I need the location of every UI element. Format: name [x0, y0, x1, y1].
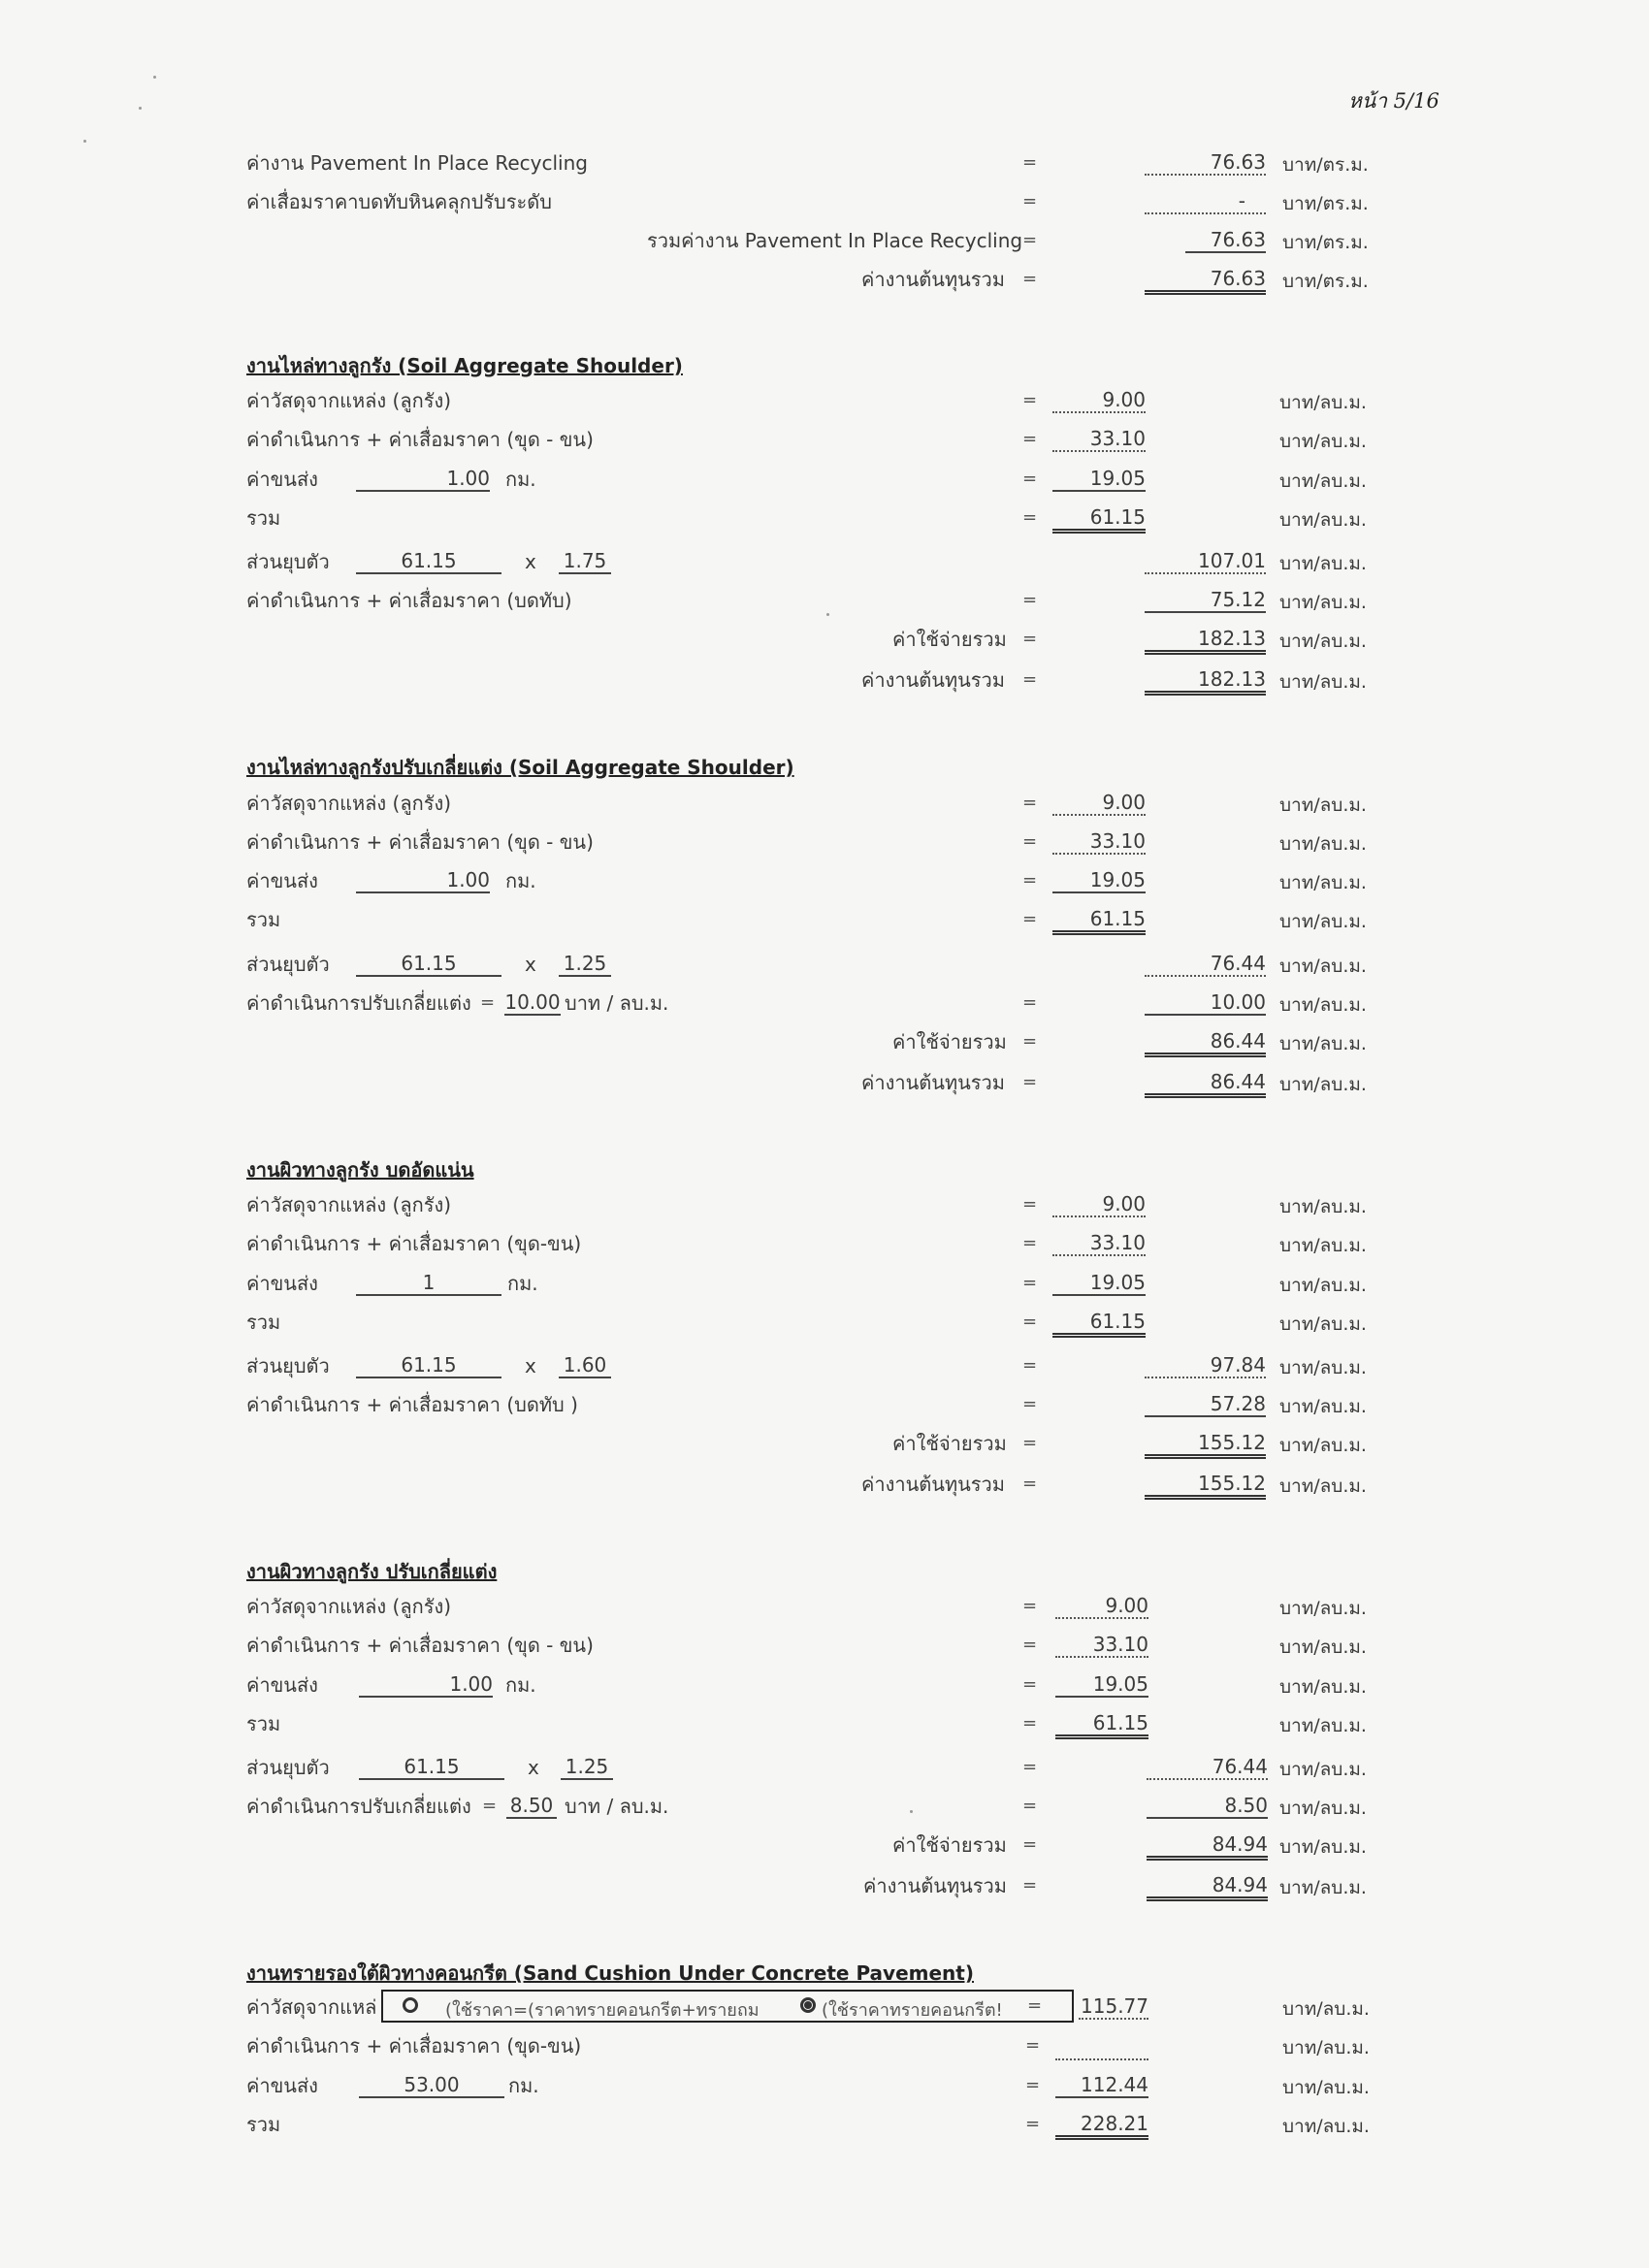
equals-sign: =	[1022, 870, 1038, 891]
scan-speck	[910, 1810, 913, 1813]
row-value: 86.44	[1145, 1029, 1266, 1057]
row-unit: บาท/ลบ.ม.	[1279, 1275, 1367, 1296]
equals-sign: =	[1022, 1834, 1038, 1855]
equals-sign: =	[1025, 2075, 1041, 2095]
shrink-factor: 1.25	[559, 952, 611, 977]
radio-option-mixed-sand[interactable]	[403, 1997, 418, 2013]
row-label: ค่าดำเนินการ + ค่าเสื่อมราคา (บดทับ)	[246, 589, 572, 612]
equals-sign: =	[1022, 1433, 1038, 1453]
shrink-factor: 1.75	[559, 549, 611, 574]
row-label: ค่าดำเนินการปรับเกลี่ยแต่ง	[246, 1795, 471, 1818]
row-value: 61.15	[1052, 1310, 1146, 1338]
row-label: ค่าขนส่ง	[246, 1673, 318, 1697]
equals-sign: =	[1022, 1031, 1038, 1052]
row-value: 97.84	[1145, 1353, 1266, 1378]
equals-sign: =	[1022, 1355, 1038, 1376]
row-label: ค่างานต้นทุนรวม	[861, 668, 1005, 692]
row-unit: บาท/ลบ.ม.	[1279, 1676, 1367, 1698]
row-unit: บาท/ลบ.ม.	[1279, 1715, 1367, 1736]
row-label: ค่าขนส่ง	[246, 1272, 318, 1295]
row-label: ค่าวัสดุจากแหล่ง (ลูกรัง)	[246, 792, 452, 815]
row-unit: บาท/ลบ.ม.	[1279, 794, 1367, 816]
section-title: งานผิวทางลูกรัง ปรับเกลี่ยแต่ง	[246, 1560, 498, 1583]
equals-sign: =	[1022, 1394, 1038, 1414]
row-label: รวม	[246, 1311, 281, 1334]
row-label: ค่าดำเนินการ + ค่าเสื่อมราคา (ขุด - ขน)	[246, 1634, 594, 1657]
row-label: รวม	[246, 908, 281, 931]
multiply-sign: x	[528, 1756, 539, 1779]
row-unit: บาท/ลบ.ม.	[1279, 553, 1367, 574]
row-value: 61.15	[1052, 505, 1146, 534]
equals-sign: =	[1022, 1875, 1038, 1895]
equals-sign: =	[1022, 669, 1038, 690]
row-unit: บาท/ลบ.ม.	[1279, 1636, 1367, 1658]
transport-distance: 1.00	[359, 1672, 493, 1698]
row-unit: บาท/ลบ.ม.	[1279, 1598, 1367, 1619]
equals-sign: =	[1022, 992, 1038, 1013]
row-label: รวม	[246, 506, 281, 530]
row-value: 19.05	[1052, 1271, 1146, 1296]
grading-rate: 10.00	[504, 990, 561, 1014]
page-number: หน้า 5/16	[1348, 89, 1439, 113]
row-unit: บาท/ลบ.ม.	[1279, 1475, 1367, 1497]
equals-sign: =	[1022, 1757, 1038, 1777]
equals-sign: =	[1022, 152, 1038, 173]
row-label: ค่าวัสดุจากแหล่	[246, 1995, 377, 2019]
equals-sign: =	[1022, 1713, 1038, 1733]
row-value: 107.01	[1145, 549, 1266, 574]
row-value: 33.10	[1052, 427, 1146, 452]
row-value: 228.21	[1055, 2112, 1148, 2140]
row-label: ค่าขนส่ง	[246, 2074, 318, 2097]
equals-sign: =	[1022, 1233, 1038, 1253]
row-value: 76.44	[1147, 1755, 1268, 1780]
row-value: 33.10	[1052, 1231, 1146, 1256]
price-option-group[interactable]	[381, 1990, 1074, 2023]
row-value: 8.50	[1147, 1794, 1268, 1819]
equals-sign: =	[1022, 469, 1038, 489]
row-unit: บาท/ลบ.ม.	[1279, 631, 1367, 652]
row-unit: บาท/ลบ.ม.	[1282, 2037, 1370, 2058]
equals-sign: =	[1022, 507, 1038, 528]
equals-sign: =	[1022, 831, 1038, 852]
scan-speck	[153, 76, 156, 79]
row-unit: บาท/ตร.ม.	[1282, 271, 1369, 292]
scan-speck	[826, 613, 829, 616]
row-unit: บาท/ลบ.ม.	[1279, 392, 1367, 413]
row-label: รวมค่างาน Pavement In Place Recycling	[647, 229, 1023, 252]
row-label: รวม	[246, 2113, 281, 2136]
row-label: ค่าดำเนินการ + ค่าเสื่อมราคา (ขุด-ขน)	[246, 2034, 582, 2057]
row-value: 115.77	[1079, 1994, 1148, 2020]
row-label: ค่างานต้นทุนรวม	[861, 1071, 1005, 1094]
row-unit: บาท/ตร.ม.	[1282, 154, 1369, 176]
row-label: ค่าขนส่ง	[246, 869, 318, 892]
row-unit: บาท/ลบ.ม.	[1279, 1396, 1367, 1417]
equals-sign: =	[482, 1796, 498, 1816]
row-label: ค่าวัสดุจากแหล่ง (ลูกรัง)	[246, 389, 452, 412]
row-value: 76.63	[1145, 267, 1266, 295]
row-unit: บาท/ลบ.ม.	[1279, 431, 1367, 452]
row-value: 84.94	[1147, 1873, 1268, 1901]
row-value: 112.44	[1055, 2073, 1148, 2098]
row-value: 9.00	[1052, 1192, 1146, 1217]
row-value: 76.44	[1145, 952, 1266, 977]
shrink-base: 61.15	[356, 549, 501, 574]
row-unit: บาท/ลบ.ม.	[1279, 1435, 1367, 1456]
row-label: ค่างานต้นทุนรวม	[861, 268, 1005, 291]
row-unit: บาท/ลบ.ม.	[1279, 1877, 1367, 1898]
distance-unit: กม.	[507, 1272, 538, 1295]
row-label: ค่างาน Pavement In Place Recycling	[246, 151, 588, 175]
multiply-sign: x	[525, 550, 536, 573]
row-value	[1055, 2033, 1148, 2060]
row-unit: บาท/ลบ.ม.	[1279, 911, 1367, 932]
row-unit: บาท/ลบ.ม.	[1282, 2116, 1370, 2137]
row-unit: บาท/ลบ.ม.	[1279, 833, 1367, 855]
row-value: 9.00	[1052, 388, 1146, 413]
equals-sign: =	[1022, 390, 1038, 410]
scan-speck	[83, 140, 86, 143]
equals-sign: =	[1022, 793, 1038, 813]
equals-sign: =	[480, 992, 496, 1013]
equals-sign: =	[1022, 230, 1038, 250]
row-unit: บาท/ตร.ม.	[1282, 232, 1369, 253]
row-unit: บาท/ลบ.ม.	[1279, 1759, 1367, 1780]
row-label: ค่าดำเนินการ + ค่าเสื่อมราคา (ขุด - ขน)	[246, 830, 594, 854]
row-value: -	[1145, 189, 1266, 214]
distance-unit: กม.	[505, 468, 536, 491]
row-unit: บาท/ลบ.ม.	[1279, 592, 1367, 613]
equals-sign: =	[1022, 269, 1038, 289]
equals-sign: =	[1022, 590, 1038, 610]
row-label: ค่าใช้จ่ายรวม	[892, 1432, 1007, 1455]
row-label: ค่าดำเนินการ + ค่าเสื่อมราคา (บดทับ )	[246, 1393, 578, 1416]
equals-sign: =	[1022, 909, 1038, 929]
shrink-base: 61.15	[356, 1353, 501, 1378]
row-label: ส่วนยุบตัว	[246, 1354, 330, 1377]
row-unit: บาท/ลบ.ม.	[1279, 994, 1367, 1016]
radio-option-concrete-sand-label: (ใช้ราคาทรายคอนกรีต!	[822, 2000, 1003, 2021]
row-label: ค่าขนส่ง	[246, 468, 318, 491]
row-value: 19.05	[1052, 467, 1146, 492]
equals-sign: =	[1022, 629, 1038, 649]
row-unit: บาท/ลบ.ม.	[1279, 1357, 1367, 1378]
radio-option-concrete-sand[interactable]	[800, 1997, 816, 2013]
row-unit: บาท/ลบ.ม.	[1279, 956, 1367, 977]
row-unit: บาท/ลบ.ม.	[1279, 1798, 1367, 1819]
row-label: ค่างานต้นทุนรวม	[861, 1473, 1005, 1496]
row-value: 182.13	[1145, 627, 1266, 655]
row-unit: บาท/ลบ.ม.	[1279, 509, 1367, 531]
section-title: งานผิวทางลูกรัง บดอัดแน่น	[246, 1158, 474, 1182]
equals-sign: =	[1022, 429, 1038, 449]
row-label: ค่าเสื่อมราคาบดทับหินคลุกปรับระดับ	[246, 190, 552, 213]
row-value: 155.12	[1145, 1431, 1266, 1459]
equals-sign: =	[1025, 2035, 1041, 2056]
section-title: งานไหล่ทางลูกรังปรับเกลี่ยแต่ง (Soil Aggregate Shoulder)	[246, 756, 794, 779]
row-value: 19.05	[1055, 1672, 1148, 1698]
equals-sign: =	[1022, 1194, 1038, 1215]
section-title: งานไหล่ทางลูกรัง (Soil Aggregate Shoulder)	[246, 354, 683, 377]
shrink-base: 61.15	[359, 1755, 504, 1780]
row-unit: บาท/ตร.ม.	[1282, 193, 1369, 214]
transport-distance: 1	[356, 1271, 501, 1296]
row-label: ค่าวัสดุจากแหล่ง (ลูกรัง)	[246, 1595, 452, 1618]
equals-sign: =	[1022, 191, 1038, 211]
row-value: 19.05	[1052, 868, 1146, 893]
row-value: 75.12	[1145, 588, 1266, 613]
grading-rate: 8.50	[506, 1794, 557, 1819]
row-value: 33.10	[1055, 1633, 1148, 1658]
row-value: 84.94	[1147, 1832, 1268, 1861]
row-value: 57.28	[1145, 1392, 1266, 1417]
row-value: 76.63	[1145, 150, 1266, 176]
equals-sign: =	[1027, 1995, 1043, 2016]
row-value: 76.63	[1185, 228, 1266, 253]
grading-rate-unit: บาท / ลบ.ม.	[565, 991, 669, 1015]
grading-rate-unit: บาท / ลบ.ม.	[565, 1795, 669, 1818]
row-label: ค่าวัสดุจากแหล่ง (ลูกรัง)	[246, 1193, 452, 1216]
multiply-sign: x	[525, 953, 536, 976]
distance-unit: กม.	[505, 869, 536, 892]
scan-speck	[139, 107, 142, 110]
row-unit: บาท/ลบ.ม.	[1279, 872, 1367, 893]
row-label: ค่าดำเนินการ + ค่าเสื่อมราคา (ขุด-ขน)	[246, 1232, 582, 1255]
row-label: ค่าดำเนินการ + ค่าเสื่อมราคา (ขุด - ขน)	[246, 428, 594, 451]
row-label: ส่วนยุบตัว	[246, 550, 330, 573]
row-unit: บาท/ลบ.ม.	[1279, 1074, 1367, 1095]
equals-sign: =	[1022, 1635, 1038, 1655]
row-unit: บาท/ลบ.ม.	[1279, 1235, 1367, 1256]
row-unit: บาท/ลบ.ม.	[1282, 2077, 1370, 2098]
row-value: 10.00	[1145, 990, 1266, 1016]
row-label: ส่วนยุบตัว	[246, 1756, 330, 1779]
equals-sign: =	[1022, 1312, 1038, 1332]
equals-sign: =	[1022, 1796, 1038, 1816]
row-value: 9.00	[1052, 791, 1146, 816]
row-unit: บาท/ลบ.ม.	[1282, 1998, 1370, 2020]
section-title: งานทรายรองใต้ผิวทางคอนกรีต (Sand Cushion Under Concrete Pavement)	[246, 1961, 974, 1985]
row-label: ค่าใช้จ่ายรวม	[892, 1833, 1007, 1857]
row-label: รวม	[246, 1712, 281, 1735]
row-unit: บาท/ลบ.ม.	[1279, 671, 1367, 693]
row-value: 182.13	[1145, 667, 1266, 696]
row-value: 9.00	[1055, 1594, 1148, 1619]
row-unit: บาท/ลบ.ม.	[1279, 1836, 1367, 1858]
row-label: ค่างานต้นทุนรวม	[863, 1874, 1007, 1897]
row-unit: บาท/ลบ.ม.	[1279, 470, 1367, 492]
row-unit: บาท/ลบ.ม.	[1279, 1313, 1367, 1335]
row-value: 61.15	[1055, 1711, 1148, 1739]
transport-distance: 53.00	[359, 2073, 504, 2098]
shrink-base: 61.15	[356, 952, 501, 977]
transport-distance: 1.00	[356, 467, 490, 492]
shrink-factor: 1.60	[559, 1353, 611, 1378]
row-value: 155.12	[1145, 1472, 1266, 1500]
equals-sign: =	[1022, 1474, 1038, 1494]
equals-sign: =	[1022, 1273, 1038, 1293]
transport-distance: 1.00	[356, 868, 490, 893]
shrink-factor: 1.25	[561, 1755, 613, 1780]
equals-sign: =	[1025, 2114, 1041, 2134]
row-value: 33.10	[1052, 829, 1146, 855]
row-unit: บาท/ลบ.ม.	[1279, 1033, 1367, 1054]
row-label: ค่าใช้จ่ายรวม	[892, 1030, 1007, 1053]
row-label: ส่วนยุบตัว	[246, 953, 330, 976]
equals-sign: =	[1022, 1596, 1038, 1616]
row-unit: บาท/ลบ.ม.	[1279, 1196, 1367, 1217]
distance-unit: กม.	[508, 2074, 539, 2097]
equals-sign: =	[1022, 1072, 1038, 1092]
row-value: 61.15	[1052, 907, 1146, 935]
radio-option-mixed-sand-label: (ใช้ราคา=(ราคาทรายคอนกรีต+ทรายถม	[445, 2000, 760, 2021]
row-label: ค่าใช้จ่ายรวม	[892, 628, 1007, 651]
equals-sign: =	[1022, 1674, 1038, 1695]
row-label: ค่าดำเนินการปรับเกลี่ยแต่ง	[246, 991, 471, 1015]
distance-unit: กม.	[505, 1673, 536, 1697]
row-value: 86.44	[1145, 1070, 1266, 1098]
multiply-sign: x	[525, 1354, 536, 1377]
